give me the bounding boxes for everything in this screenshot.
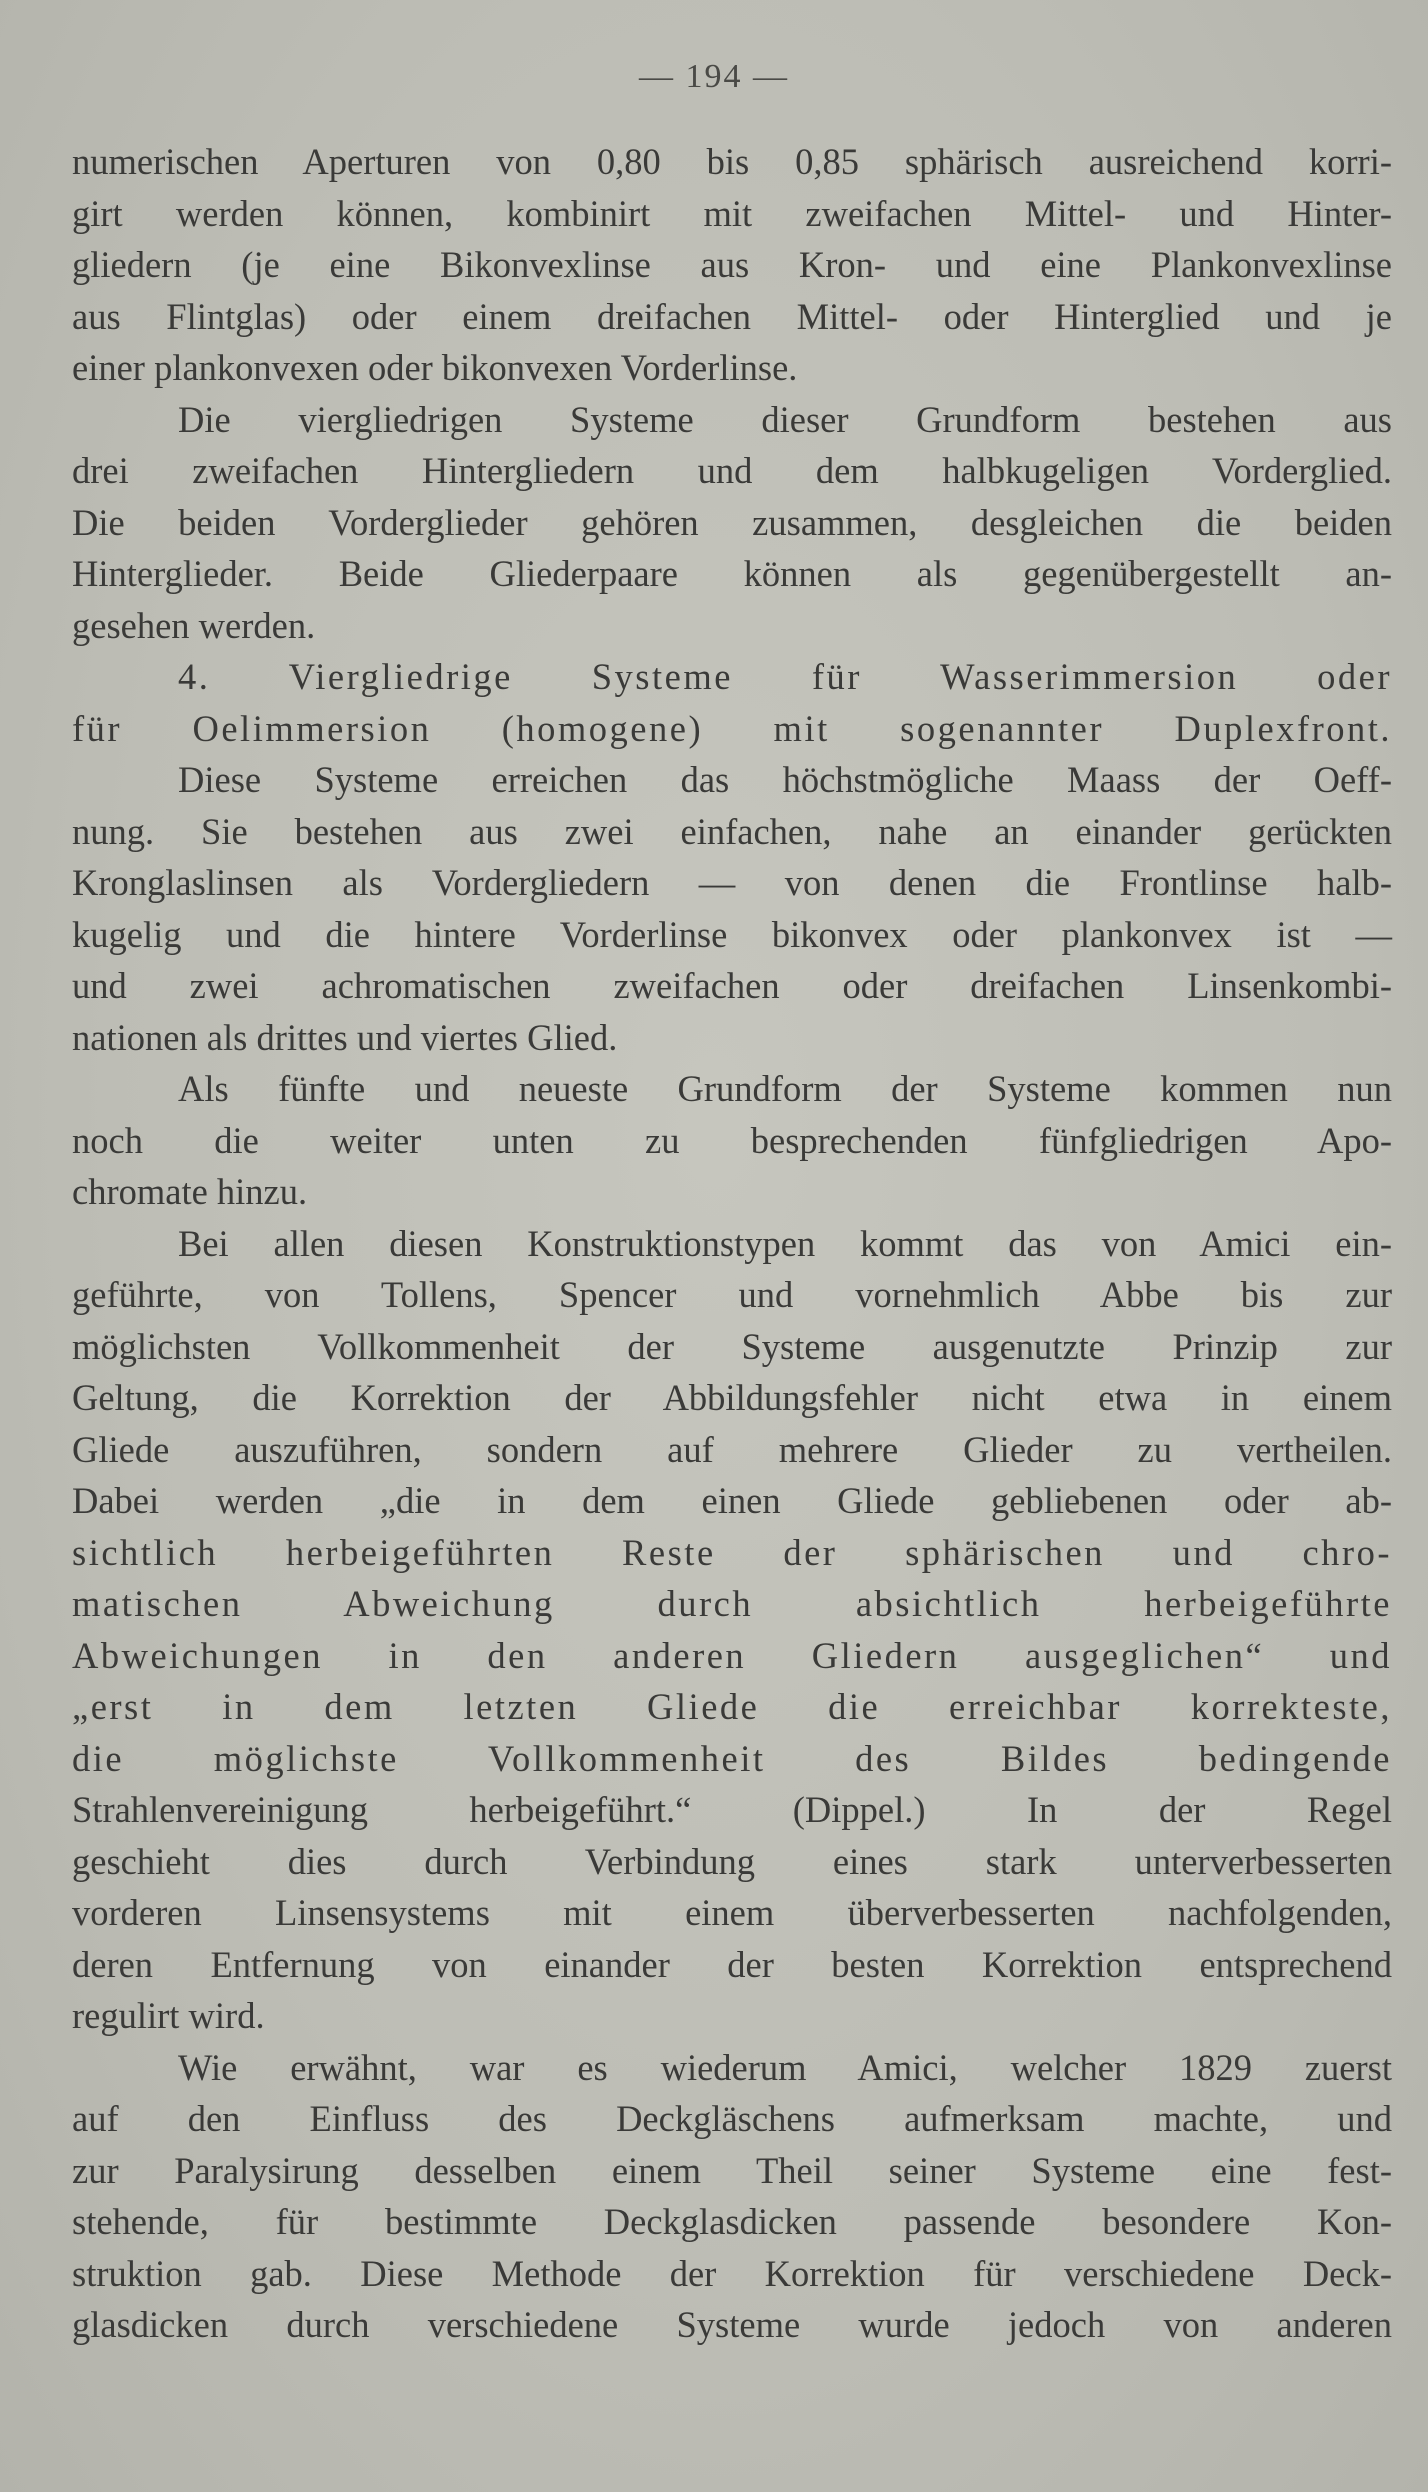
text-line: regulirt wird. (72, 1995, 265, 2036)
text-line: glasdicken durch verschiedene Systeme wurde jedoch von anderen (72, 2304, 1392, 2345)
text-line: Wie erwähnt, war es wiederum Amici, welcher 1829 zuerst (178, 2046, 1392, 2088)
page-number-header: — 194 — (639, 58, 789, 95)
text-line: Bei allen diesen Konstruktionstypen kommt das von Amici ein- (178, 1222, 1392, 1264)
text-line: Geltung, die Korrektion der Abbildungsfehler nicht etwa in einem (72, 1377, 1392, 1418)
text-line: und zwei achromatischen zweifachen oder dreifachen Linsenkombi- (72, 965, 1392, 1006)
text-line: struktion gab. Diese Methode der Korrektion für verschiedene Deck- (72, 2252, 1392, 2294)
text-line: vorderen Linsensystems mit einem überverbesserten nachfolgenden, (72, 1892, 1392, 1933)
text-line: kugelig und die hintere Vorderlinse bikonvex oder plankonvex ist — (72, 913, 1392, 955)
text-line: Diese Systeme erreichen das höchstmögliche Maass der Oeff- (178, 759, 1392, 800)
text-line: Strahlenvereinigung herbeigeführt.“ (Dippel.) In der Regel (72, 1789, 1392, 1830)
text-line: zur Paralysirung desselben einem Theil seiner Systeme eine fest- (72, 2149, 1392, 2191)
text-line: Abweichungen in den anderen Gliedern ausgeglichen“ und (72, 1634, 1392, 1676)
text-line: girt werden können, kombinirt mit zweifachen Mittel- und Hinter- (72, 192, 1392, 234)
text-line: gesehen werden. (72, 604, 316, 646)
text-line: matischen Abweichung durch absichtlich herbeigeführte (72, 1583, 1392, 1624)
text-line: Kronglaslinsen als Vordergliedern — von denen die Frontlinse halb- (72, 862, 1392, 903)
text-line: nationen als drittes und viertes Glied. (72, 1016, 618, 1058)
text-line: einer plankonvexen oder bikonvexen Vorderlinse. (72, 347, 798, 388)
text-line: stehende, für bestimmte Deckglasdicken passende besondere Kon- (72, 2201, 1392, 2242)
text-line: numerischen Aperturen von 0,80 bis 0,85 sphärisch ausreichend korri- (72, 141, 1392, 182)
text-line: Die viergliedrigen Systeme dieser Grundform bestehen aus (178, 398, 1392, 440)
text-line: Als fünfte und neueste Grundform der Systeme kommen nun (178, 1068, 1392, 1109)
text-line: Hinterglieder. Beide Gliederpaare können als gegenübergestellt an- (72, 553, 1392, 594)
text-line: geführte, von Tollens, Spencer und vornehmlich Abbe bis zur (72, 1274, 1392, 1315)
text-line: möglichsten Vollkommenheit der Systeme ausgenutzte Prinzip zur (72, 1325, 1392, 1367)
text-line: die möglichste Vollkommenheit des Bildes bedingende (72, 1737, 1392, 1779)
text-line: „erst in dem letzten Gliede die erreichbar korrekteste, (72, 1686, 1392, 1727)
text-line: gliedern (je eine Bikonvexlinse aus Kron- und eine Plankonvexlinse (72, 244, 1392, 285)
text-line: deren Entfernung von einander der besten Korrektion entsprechend (72, 1943, 1392, 1985)
text-line: Gliede auszuführen, sondern auf mehrere Glieder zu vertheilen. (72, 1428, 1392, 1470)
section-heading-line: für Oelimmersion (homogene) mit sogenannter Duplexfront. (72, 707, 1392, 749)
section-heading-line: 4. Viergliedrige Systeme für Wasserimmersion oder (178, 656, 1392, 697)
text-line: noch die weiter unten zu besprechenden fünfgliedrigen Apo- (72, 1119, 1392, 1161)
text-line: auf den Einfluss des Deckgläschens aufmerksam machte, und (72, 2098, 1392, 2139)
text-line: Die beiden Vorderglieder gehören zusammen, desgleichen die beiden (72, 501, 1392, 543)
text-line: geschieht dies durch Verbindung eines stark unterverbesserten (72, 1840, 1392, 1882)
body-text (72, 136, 1392, 2351)
text-line: Dabei werden „die in dem einen Gliede gebliebenen oder ab- (72, 1480, 1392, 1521)
text-line: nung. Sie bestehen aus zwei einfachen, nahe an einander gerückten (72, 810, 1392, 852)
text-line: aus Flintglas) oder einem dreifachen Mittel- oder Hinterglied und je (72, 295, 1392, 337)
text-line: drei zweifachen Hintergliedern und dem halbkugeligen Vorderglied. (72, 450, 1392, 491)
text-line: sichtlich herbeigeführten Reste der sphärischen und chro- (72, 1531, 1392, 1573)
text-line: chromate hinzu. (72, 1171, 308, 1212)
